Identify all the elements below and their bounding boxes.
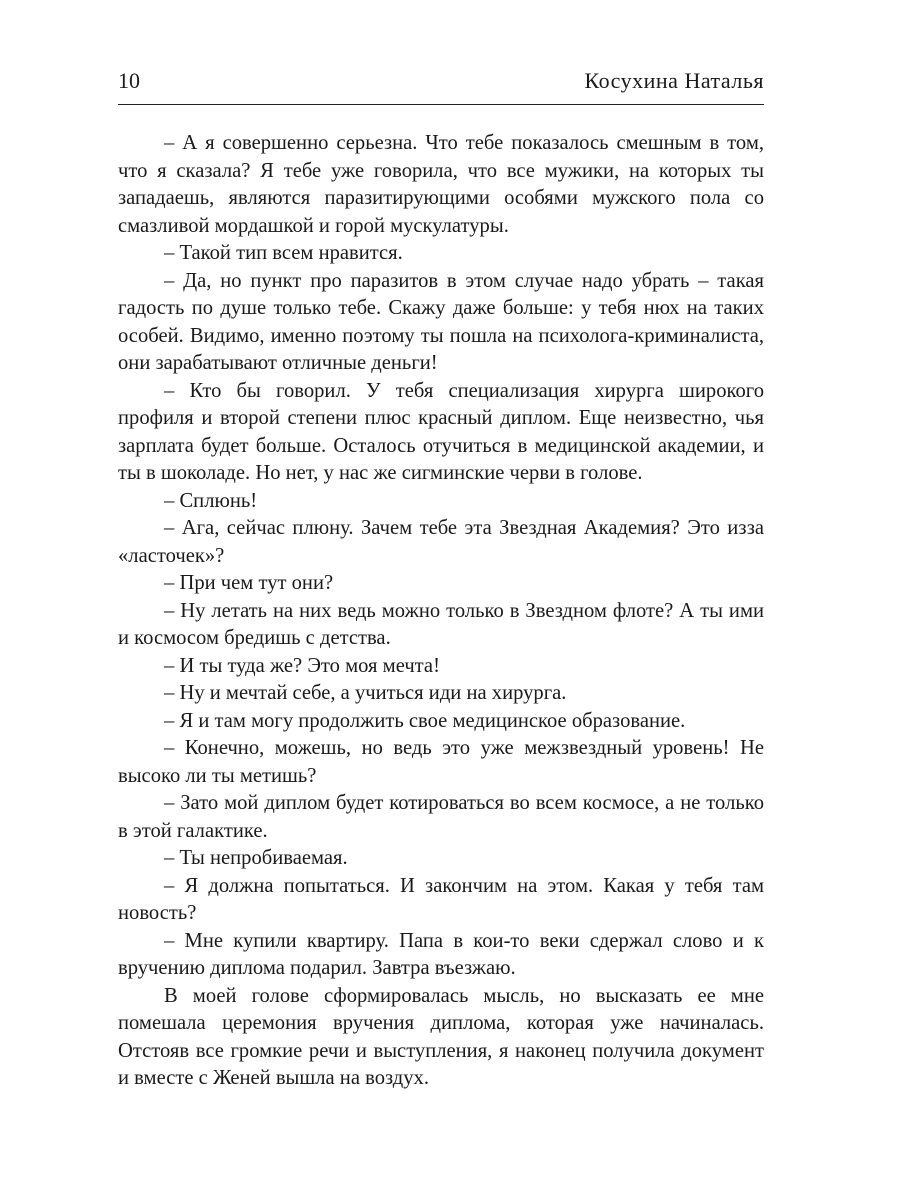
paragraph: – Ты непробиваемая. bbox=[164, 847, 348, 869]
paragraph: – Сплюнь! bbox=[164, 489, 258, 512]
paragraph: – Такой тип всем нравится. bbox=[164, 242, 403, 264]
header-divider bbox=[118, 104, 764, 105]
paragraph: – Зато мой диплом будет котироваться во всем космосе, а не только в этой галактике. bbox=[118, 792, 764, 842]
paragraph: – Я должна попытаться. И закончим на этом. Какая у тебя там новость? bbox=[118, 874, 764, 924]
paragraph: – Конечно, можешь, но ведь это уже межзвездный уровень! Не высоко ли ты метишь? bbox=[118, 737, 764, 787]
paragraph: – И ты туда же? Это моя мечта! bbox=[164, 654, 440, 677]
paragraph: В моей голове сформировалась мысль, но высказать ее мне помешала церемония вручения диплома, которая уже начиналась. Отстояв все громкие речи и выступления, я наконец получила документ и вместе с Женей вышла на воздух. bbox=[118, 984, 764, 1089]
paragraph: – Да, но пункт про паразитов в этом случае надо убрать – такая гадость по душе только тебе. Скажу даже больше: у тебя нюх на таких особей. Видимо, именно поэтому ты пошла на психолога-криминалиста, они зарабатывают отличные деньги! bbox=[118, 269, 764, 374]
paragraph: – А я совершенно серьезна. Что тебе показалось смешным в том, что я сказала? Я тебе уже говорила, что все мужики, на которых ты западаешь, являются паразитирующими особями мужского пола со смазливой мордашкой и горой мускулатуры. bbox=[118, 132, 764, 237]
page-number: 10 bbox=[118, 68, 140, 93]
author-name: Косухина Наталья bbox=[584, 68, 764, 93]
paragraph: – Ну летать на них ведь можно только в Звездном флоте? А ты ими и космосом бредишь с детства. bbox=[118, 599, 764, 649]
paragraph: – Мне купили квартиру. Папа в кои-то веки сдержал слово и к вручению диплома подарил. Завтра въезжаю. bbox=[118, 929, 764, 979]
body-text bbox=[118, 130, 764, 1093]
paragraph: – Ага, сейчас плюну. Зачем тебе эта Звездная Академия? Это изза «ласточек»? bbox=[118, 517, 764, 567]
running-head bbox=[118, 66, 764, 96]
paragraph: – Ну и мечтай себе, а учиться иди на хирурга. bbox=[164, 682, 567, 704]
paragraph: – Кто бы говорил. У тебя специализация хирурга широкого профиля и второй степени плюс красный диплом. Еще неизвестно, чья зарплата будет больше. Осталось отучиться в медицинской академии, и ты в шоколаде. Но нет, у нас же сигминские черви в голове. bbox=[118, 379, 764, 484]
paragraph: – Я и там могу продолжить свое медицинское образование. bbox=[164, 709, 686, 732]
paragraph: – При чем тут они? bbox=[164, 572, 334, 594]
